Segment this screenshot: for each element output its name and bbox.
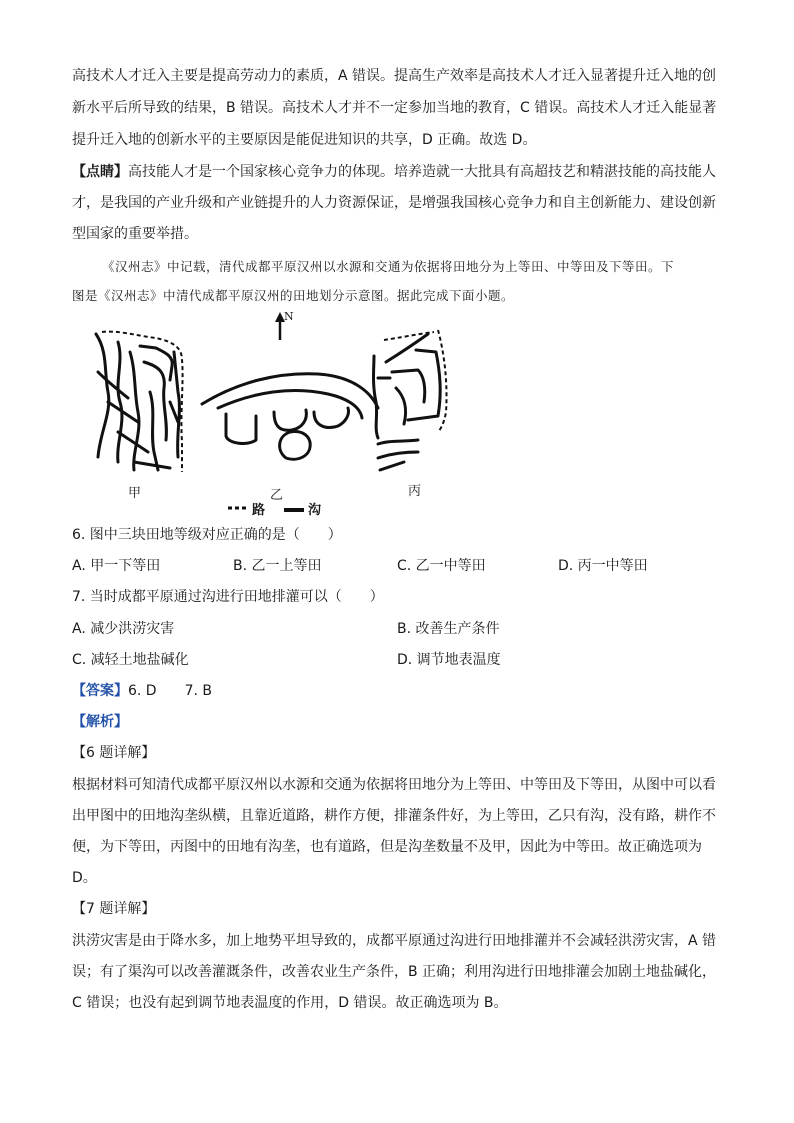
q6-option-a: A. 甲一下等田 xyxy=(72,558,161,574)
label-bing: 丙 xyxy=(408,484,422,499)
label-jia: 甲 xyxy=(128,486,142,501)
dianjing-text-1: 高技能人才是一个国家核心竞争力的体现。培养造就一大批具有高超技艺和精湛技能的高技能人 xyxy=(128,164,716,180)
intro-line-3: 提升迁入地的创新水平的主要原因是能促进知识的共享，D 正确。故选 D。 xyxy=(72,132,537,148)
q6-option-d: D. 丙一中等田 xyxy=(558,558,648,574)
field-division-figure xyxy=(78,312,478,522)
q7-option-d: D. 调节地表温度 xyxy=(397,652,501,668)
q6-detail-line-3: 便，为下等田，丙图中的田地有沟垄，也有道路，但是沟垄数量不及甲，因此为中等田。故正确选项为 xyxy=(72,839,702,855)
dianjing-line-2: 才，是我国的产业升级和产业链提升的人力资源保证，是增强我国核心竞争力和自主创新能力、建设创新 xyxy=(72,195,716,211)
q7-option-c: C. 减轻土地盐碱化 xyxy=(72,652,189,668)
material-line-1: 《汉州志》中记载，清代成都平原汉州以水源和交通为依据将田地分为上等田、中等田及下等田。下 xyxy=(102,259,675,274)
q6-option-b: B. 乙一上等田 xyxy=(233,558,322,574)
dianjing-tag: 【点睛】 xyxy=(72,164,128,180)
q6-detail-tag: 【6 题详解】 xyxy=(72,745,156,761)
field-yi xyxy=(202,374,378,459)
q7-stem: 7. 当时成都平原通过沟进行田地排灌可以（ ） xyxy=(72,589,384,605)
dianjing-line-1 xyxy=(72,162,716,182)
answer-tag: 【答案】 xyxy=(72,683,128,699)
material-line-2: 图是《汉州志》中清代成都平原汉州的田地划分示意图。据此完成下面小题。 xyxy=(72,288,515,303)
answer-line xyxy=(72,681,212,701)
q6-detail-line-4: D。 xyxy=(72,870,97,886)
label-yi: 乙 xyxy=(270,488,284,503)
legend-road-label: 路 xyxy=(252,503,266,518)
field-jia xyxy=(96,334,179,470)
q6-option-c: C. 乙一中等田 xyxy=(397,558,486,574)
q6-stem: 6. 图中三块田地等级对应正确的是（ ） xyxy=(72,527,342,543)
q7-option-b: B. 改善生产条件 xyxy=(397,621,500,637)
legend-ditch-label: 沟 xyxy=(308,503,322,518)
q6-detail-line-2: 出甲图中的田地沟垄纵横，且靠近道路，耕作方便，排灌条件好，为上等田，乙只有沟，没有路，耕作不 xyxy=(72,808,716,824)
answer-text: 6. D 7. B xyxy=(128,683,212,699)
dianjing-line-3: 型国家的重要举措。 xyxy=(72,226,198,242)
q7-detail-line-3: C 错误；也没有起到调节地表温度的作用，D 错误。故正确选项为 B。 xyxy=(72,995,508,1011)
jiexi-tag: 【解析】 xyxy=(72,714,128,730)
q7-detail-tag: 【7 题详解】 xyxy=(72,901,156,917)
q7-option-a: A. 减少洪涝灾害 xyxy=(72,621,175,637)
q7-detail-line-2: 误；有了渠沟可以改善灌溉条件，改善农业生产条件，B 正确；利用沟进行田地排灌会加剧土地盐碱化， xyxy=(72,964,717,980)
intro-line-2: 新水平后所导致的结果，B 错误。高技术人才并不一定参加当地的教育，C 错误。高技术人才迁入能显著 xyxy=(72,100,717,116)
north-label: N xyxy=(284,310,294,323)
field-bing xyxy=(374,334,441,470)
intro-line-1: 高技术人才迁入主要是提高劳动力的素质，A 错误。提高生产效率是高技术人才迁入显著提升迁入地的创 xyxy=(72,68,717,84)
q6-detail-line-1: 根据材料可知清代成都平原汉州以水源和交通为依据将田地分为上等田、中等田及下等田，从图中可以看 xyxy=(72,777,716,793)
q7-detail-line-1: 洪涝灾害是由于降水多，加上地势平坦导致的，成都平原通过沟进行田地排灌并不会减轻洪涝灾害，A 错 xyxy=(72,933,717,949)
